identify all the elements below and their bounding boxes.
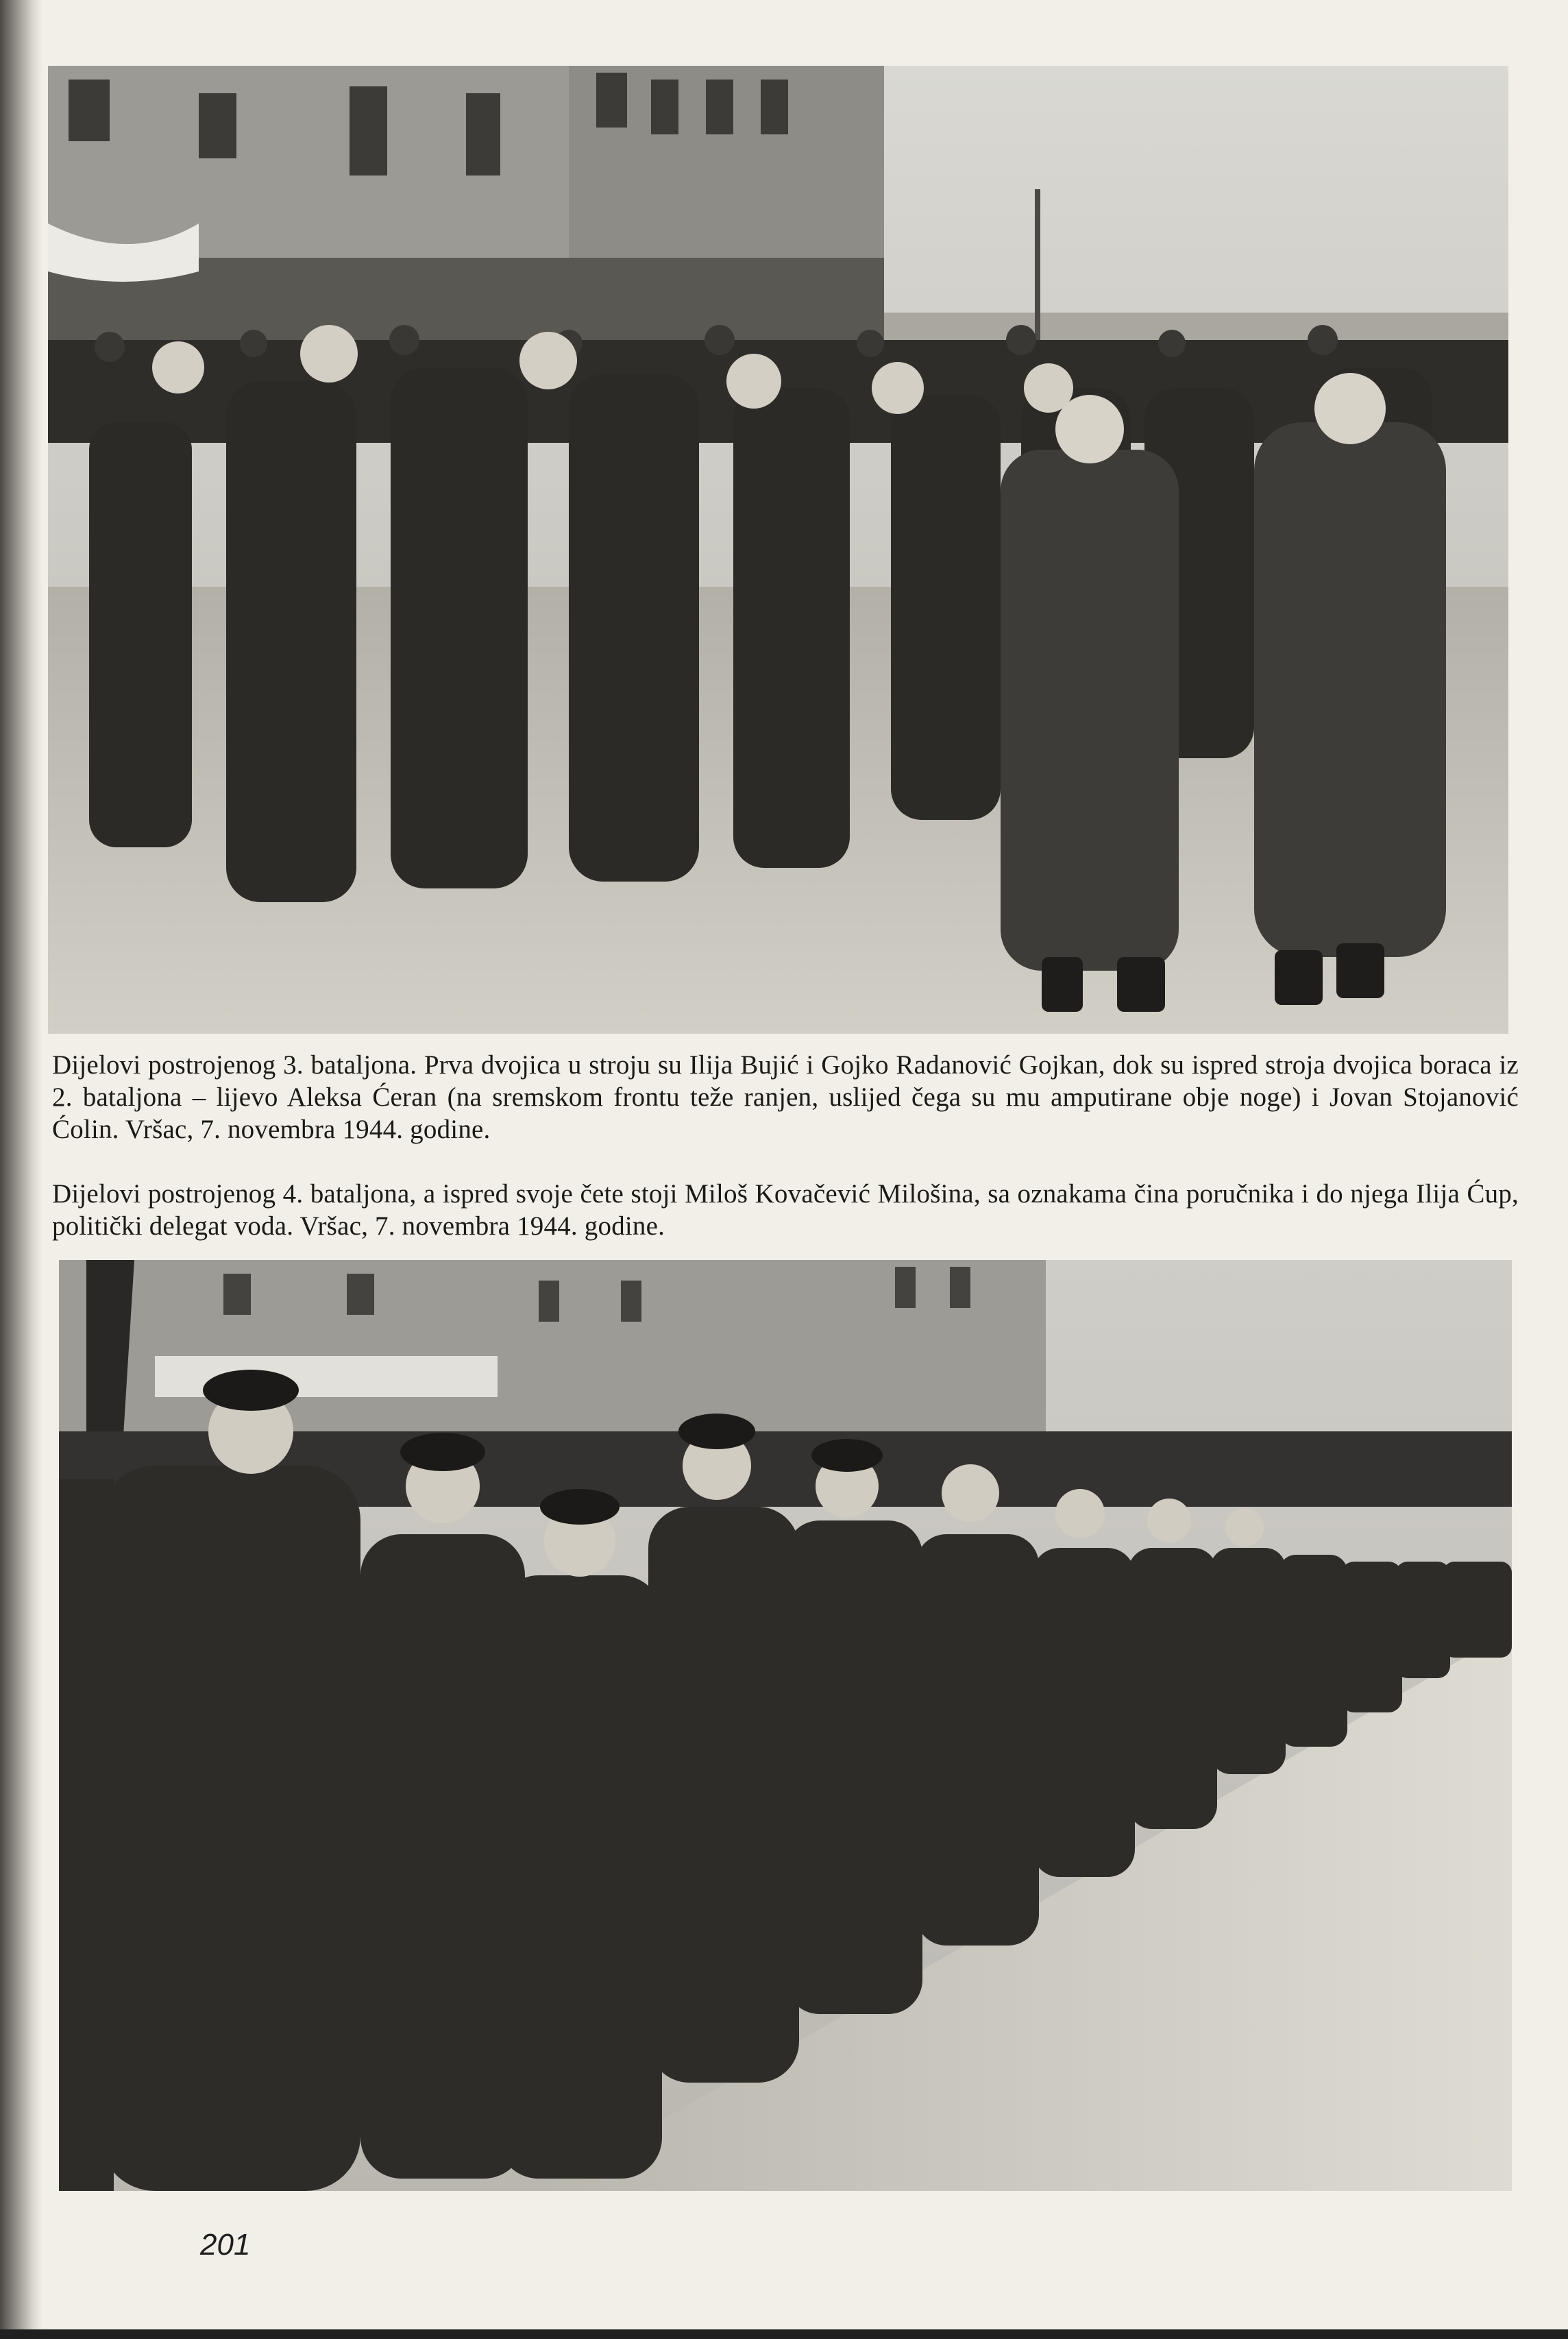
caption-bottom-photo: Dijelovi postrojenog 4. bataljona, a ispred svoje čete stoji Miloš Kovačević Milošina, sa oznakama čina poručnika i do njega Ilija Ćup, politički delegat voda. Vršac, 7. novembra 1944. godine. [52, 1179, 1519, 1241]
scan-bottom-edge [0, 2329, 1568, 2339]
photo-3rd-battalion [48, 66, 1508, 1034]
caption-top-photo: Dijelovi postrojenog 3. bataljona. Prva dvojica u stroju su Ilija Bujić i Gojko Radanović Gojkan, dok su ispred stroja dvojica boraca iz 2. bataljona – lijevo Aleksa Ćeran (na sremskom frontu teže ranjen, uslijed čega su mu amputirane obje noge) i Jovan Stojanović Ćolin. Vršac, 7. novembra 1944. godine. [52, 1050, 1519, 1144]
book-binding-shadow [0, 0, 42, 2339]
photo-4th-battalion [59, 1260, 1512, 2191]
page-number: 201 [200, 2228, 251, 2262]
